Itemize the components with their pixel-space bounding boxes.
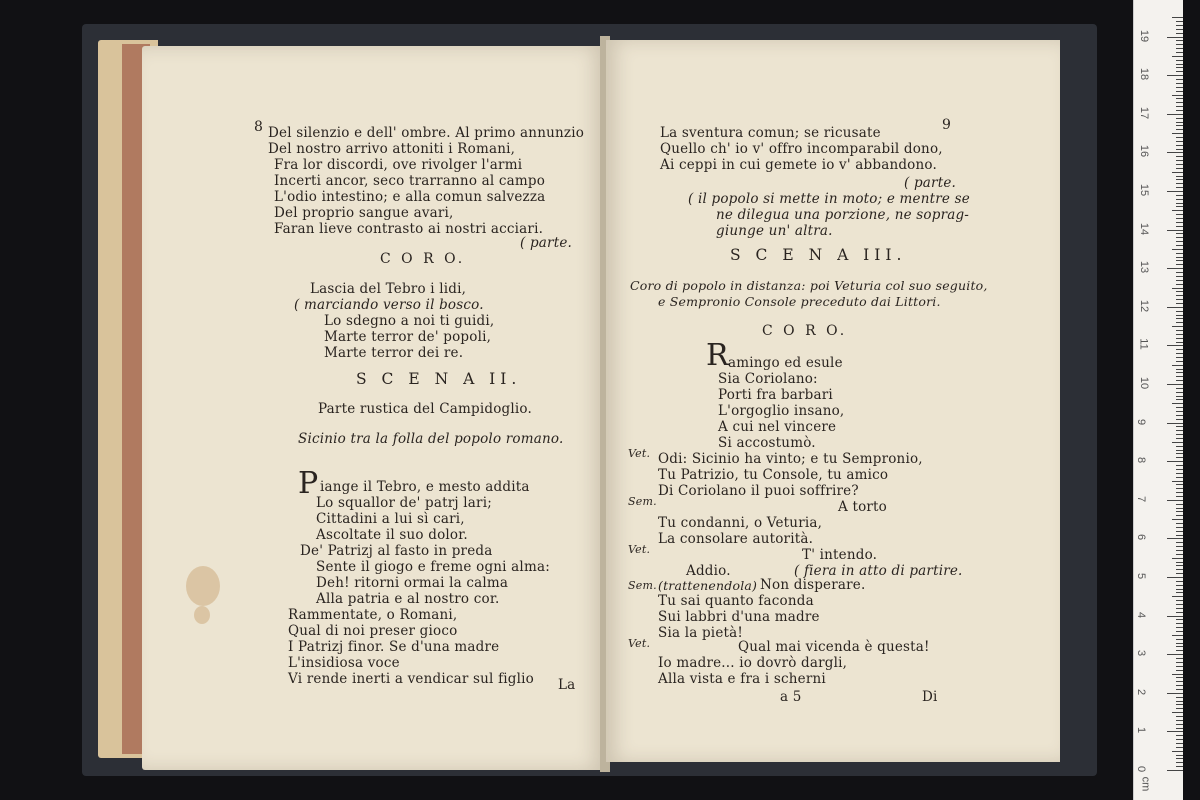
ruler-tick bbox=[1172, 751, 1183, 752]
ruler-tick bbox=[1176, 122, 1183, 123]
ruler-tick bbox=[1176, 245, 1183, 246]
ruler-tick bbox=[1176, 272, 1183, 273]
ruler-tick bbox=[1176, 453, 1183, 454]
stage-direction: e Sempronio Console preceduto dai Littori. bbox=[658, 294, 941, 309]
dialogue-line: Alla vista e fra i scherni bbox=[658, 671, 826, 687]
ruler-tick bbox=[1167, 152, 1183, 153]
ruler-number: 8 bbox=[1135, 457, 1148, 464]
ruler-tick bbox=[1172, 326, 1183, 327]
ruler-tick bbox=[1176, 762, 1183, 763]
ruler-tick bbox=[1176, 407, 1183, 408]
ruler-tick bbox=[1176, 33, 1183, 34]
stage-direction: ( marciando verso il bosco. bbox=[294, 297, 484, 313]
ruler-tick bbox=[1176, 508, 1183, 509]
dialogue-line: Qual mai vicenda è questa! bbox=[738, 639, 930, 655]
ruler-tick bbox=[1176, 465, 1183, 466]
ruler-tick bbox=[1176, 338, 1183, 339]
ruler-tick bbox=[1176, 650, 1183, 651]
ruler-tick bbox=[1176, 662, 1183, 663]
page-number: 9 bbox=[942, 117, 952, 133]
ruler-tick bbox=[1176, 369, 1183, 370]
catchword: La bbox=[558, 677, 576, 693]
verse-line: A cui nel vincere bbox=[718, 419, 837, 435]
ruler-tick bbox=[1176, 87, 1183, 88]
ruler-tick bbox=[1176, 264, 1183, 265]
ruler-tick bbox=[1176, 623, 1183, 624]
ruler-tick bbox=[1176, 237, 1183, 238]
ruler-tick bbox=[1176, 554, 1183, 555]
dialogue-line: Non disperare. bbox=[760, 577, 866, 593]
scena-heading: S C E N A II. bbox=[356, 370, 522, 388]
ruler-tick bbox=[1176, 670, 1183, 671]
ruler-tick bbox=[1167, 461, 1183, 462]
ruler-tick bbox=[1176, 415, 1183, 416]
ruler-tick bbox=[1176, 388, 1183, 389]
ruler-tick bbox=[1176, 430, 1183, 431]
ruler-tick bbox=[1176, 141, 1183, 142]
ruler-tick bbox=[1176, 106, 1183, 107]
ruler-tick bbox=[1176, 484, 1183, 485]
ruler-tick bbox=[1176, 735, 1183, 736]
ruler-number: 16 bbox=[1138, 145, 1151, 158]
ruler-number: 18 bbox=[1138, 68, 1151, 81]
ruler-number: 0 bbox=[1135, 765, 1148, 773]
ruler-tick bbox=[1167, 268, 1183, 269]
ruler-tick bbox=[1172, 558, 1183, 559]
verse-line: La sventura comun; se ricusate bbox=[660, 125, 881, 141]
verse-line: amingo ed esule bbox=[728, 355, 843, 371]
ruler-tick bbox=[1176, 64, 1183, 65]
stage-direction: ne dilegua una porzione, ne soprag- bbox=[716, 207, 970, 223]
ruler-tick bbox=[1176, 253, 1183, 254]
ruler-number: 7 bbox=[1135, 495, 1148, 502]
ruler-number: 13 bbox=[1138, 261, 1151, 274]
ruler-tick bbox=[1176, 488, 1183, 489]
ruler-tick bbox=[1176, 203, 1183, 204]
ruler-tick bbox=[1176, 322, 1183, 323]
verse-line: Del proprio sangue avari, bbox=[274, 205, 454, 221]
ruler-tick bbox=[1176, 477, 1183, 478]
ruler-tick bbox=[1176, 222, 1183, 223]
dialogue-line: T' intendo. bbox=[802, 547, 878, 563]
verse-line: Cittadini a lui sì cari, bbox=[316, 511, 465, 527]
ruler-tick bbox=[1167, 423, 1183, 424]
ruler-tick bbox=[1176, 565, 1183, 566]
dialogue-line: La consolare autorità. bbox=[658, 531, 814, 547]
ruler-tick bbox=[1167, 693, 1183, 694]
ruler-tick bbox=[1176, 168, 1183, 169]
dialogue-line: Addio. bbox=[686, 563, 731, 579]
ruler-tick bbox=[1176, 29, 1183, 30]
verse-line: Fra lor discordi, ove rivolger l'armi bbox=[274, 157, 523, 173]
ruler-tick bbox=[1176, 681, 1183, 682]
ruler-tick bbox=[1176, 608, 1183, 609]
stage-direction: ( fiera in atto di partire. bbox=[794, 563, 963, 579]
ruler-tick bbox=[1167, 191, 1183, 192]
ruler-tick bbox=[1172, 403, 1183, 404]
ruler-tick bbox=[1172, 210, 1183, 211]
ruler-tick bbox=[1167, 731, 1183, 732]
verse-line: I Patrizj finor. Se d'una madre bbox=[288, 639, 500, 655]
ruler-tick bbox=[1176, 40, 1183, 41]
dialogue-line: Io madre... io dovrò dargli, bbox=[658, 655, 848, 671]
ruler-tick bbox=[1176, 766, 1183, 767]
ruler-tick bbox=[1176, 156, 1183, 157]
ruler-tick bbox=[1176, 25, 1183, 26]
verse-line: Sia Coriolano: bbox=[718, 371, 818, 387]
foxing-stain bbox=[186, 566, 220, 606]
ruler-tick bbox=[1176, 592, 1183, 593]
ruler-tick bbox=[1176, 21, 1183, 22]
ruler-tick bbox=[1176, 666, 1183, 667]
verse-line: Porti fra barbari bbox=[718, 387, 833, 403]
ruler-number: 3 bbox=[1135, 650, 1148, 657]
ruler-tick bbox=[1176, 195, 1183, 196]
ruler-tick bbox=[1176, 241, 1183, 242]
ruler-tick bbox=[1176, 531, 1183, 532]
ruler-tick bbox=[1176, 492, 1183, 493]
ruler-tick bbox=[1176, 79, 1183, 80]
ruler-tick bbox=[1176, 701, 1183, 702]
verse-line: Lo squallor de' patrj lari; bbox=[316, 495, 492, 511]
stage-direction: ( il popolo si mette in moto; e mentre se bbox=[688, 191, 970, 207]
ruler-number: 5 bbox=[1135, 572, 1148, 580]
ruler-tick bbox=[1176, 295, 1183, 296]
ruler-tick bbox=[1176, 743, 1183, 744]
ruler-tick bbox=[1176, 419, 1183, 420]
verse-line: Del silenzio e dell' ombre. Al primo annunzio bbox=[268, 125, 585, 141]
ruler-tick bbox=[1172, 172, 1183, 173]
ruler-tick bbox=[1176, 176, 1183, 177]
ruler-tick bbox=[1176, 550, 1183, 551]
signature-mark: a 5 bbox=[780, 689, 802, 705]
ruler-tick bbox=[1176, 276, 1183, 277]
ruler-tick bbox=[1172, 95, 1183, 96]
ruler-tick bbox=[1176, 318, 1183, 319]
ruler-tick bbox=[1176, 353, 1183, 354]
ruler-tick bbox=[1176, 589, 1183, 590]
verse-line: L'orgoglio insano, bbox=[718, 403, 845, 419]
ruler-tick bbox=[1176, 311, 1183, 312]
ruler-number: 2 bbox=[1135, 688, 1148, 695]
ruler-tick bbox=[1176, 299, 1183, 300]
ruler-tick bbox=[1176, 562, 1183, 563]
ruler-number: 17 bbox=[1138, 106, 1151, 119]
ruler-tick bbox=[1176, 118, 1183, 119]
ruler-number: 1 bbox=[1135, 727, 1148, 734]
ruler-tick bbox=[1176, 542, 1183, 543]
ruler-tick bbox=[1176, 71, 1183, 72]
ruler-tick bbox=[1172, 442, 1183, 443]
ruler-tick bbox=[1176, 689, 1183, 690]
ruler-tick bbox=[1176, 685, 1183, 686]
ruler-tick bbox=[1176, 600, 1183, 601]
ruler-tick bbox=[1176, 739, 1183, 740]
stage-direction: (trattenendola) bbox=[658, 578, 758, 593]
stage-direction: Sicinio tra la folla del popolo romano. bbox=[298, 431, 564, 447]
ruler-tick bbox=[1176, 357, 1183, 358]
ruler-tick bbox=[1176, 399, 1183, 400]
ruler-tick bbox=[1167, 384, 1183, 385]
ruler-tick bbox=[1176, 199, 1183, 200]
ruler-tick bbox=[1167, 616, 1183, 617]
verse-line: Qual di noi preser gioco bbox=[288, 623, 458, 639]
ruler-tick bbox=[1176, 226, 1183, 227]
ruler-tick bbox=[1176, 164, 1183, 165]
dialogue-line: Tu Patrizio, tu Console, tu amico bbox=[658, 467, 889, 483]
ruler-number: 14 bbox=[1138, 222, 1151, 235]
ruler-tick bbox=[1176, 569, 1183, 570]
ruler-tick bbox=[1176, 91, 1183, 92]
ruler-tick bbox=[1176, 446, 1183, 447]
ruler-tick bbox=[1176, 52, 1183, 53]
foxing-stain bbox=[194, 606, 210, 624]
ruler-tick bbox=[1176, 573, 1183, 574]
right-page bbox=[606, 40, 1060, 762]
stage-direction: ( parte. bbox=[904, 175, 957, 191]
speaker-label: Vet. bbox=[628, 543, 651, 556]
ruler-tick bbox=[1176, 342, 1183, 343]
stage-direction: ( parte. bbox=[520, 235, 573, 251]
speaker-label: Vet. bbox=[628, 447, 651, 460]
verse-line: L'odio intestino; e alla comun salvezza bbox=[274, 189, 546, 205]
verse-line: Ascoltate il suo dolor. bbox=[316, 527, 468, 543]
ruler-tick bbox=[1176, 125, 1183, 126]
ruler-tick bbox=[1176, 102, 1183, 103]
ruler-tick bbox=[1176, 160, 1183, 161]
ruler-tick bbox=[1176, 704, 1183, 705]
ruler-tick bbox=[1176, 747, 1183, 748]
speaker-label: Sem. bbox=[628, 579, 657, 592]
drop-cap: R bbox=[706, 338, 729, 373]
ruler-tick bbox=[1172, 56, 1183, 57]
ruler-tick bbox=[1172, 674, 1183, 675]
catchword: Di bbox=[922, 689, 938, 705]
page-number: 8 bbox=[254, 119, 264, 135]
left-page bbox=[142, 46, 604, 770]
speaker-label: Sem. bbox=[628, 495, 657, 508]
ruler-tick bbox=[1176, 523, 1183, 524]
verse-line: Faran lieve contrasto ai nostri acciari. bbox=[274, 221, 544, 237]
coro-heading: C O R O. bbox=[762, 323, 848, 339]
ruler-tick bbox=[1176, 396, 1183, 397]
ruler-tick bbox=[1172, 635, 1183, 636]
ruler-tick bbox=[1176, 457, 1183, 458]
ruler-tick bbox=[1176, 697, 1183, 698]
verse-line: Sente il giogo e freme ogni alma: bbox=[316, 559, 550, 575]
ruler-tick bbox=[1176, 149, 1183, 150]
ruler-tick bbox=[1176, 535, 1183, 536]
ruler-tick bbox=[1172, 596, 1183, 597]
ruler-tick bbox=[1167, 500, 1183, 501]
ruler-tick bbox=[1176, 260, 1183, 261]
ruler-tick bbox=[1176, 380, 1183, 381]
ruler-tick bbox=[1176, 284, 1183, 285]
measuring-ruler bbox=[1133, 0, 1183, 800]
dialogue-line: A torto bbox=[838, 499, 887, 515]
ruler-tick bbox=[1167, 577, 1183, 578]
ruler-tick bbox=[1176, 504, 1183, 505]
ruler-tick bbox=[1176, 183, 1183, 184]
ruler-tick bbox=[1172, 288, 1183, 289]
ruler-tick bbox=[1176, 515, 1183, 516]
ruler-number: 10 bbox=[1138, 376, 1151, 390]
ruler-tick bbox=[1176, 257, 1183, 258]
ruler-tick bbox=[1176, 44, 1183, 45]
ruler-number: 11 bbox=[1137, 338, 1150, 351]
coro-heading: C O R O. bbox=[380, 251, 466, 267]
ruler-tick bbox=[1176, 758, 1183, 759]
ruler-tick bbox=[1176, 581, 1183, 582]
ruler-number: 9 bbox=[1135, 418, 1148, 425]
ruler-tick bbox=[1172, 519, 1183, 520]
ruler-tick bbox=[1176, 129, 1183, 130]
ruler-number: 4 bbox=[1135, 611, 1148, 618]
ruler-tick bbox=[1176, 137, 1183, 138]
ruler-tick bbox=[1167, 114, 1183, 115]
ruler-number: 6 bbox=[1135, 534, 1148, 541]
ruler-tick bbox=[1176, 334, 1183, 335]
ruler-tick bbox=[1172, 365, 1183, 366]
ruler-tick bbox=[1176, 361, 1183, 362]
verse-line: Quello ch' io v' offro incomparabil dono, bbox=[660, 141, 943, 157]
dialogue-line: Di Coriolano il puoi soffrire? bbox=[658, 483, 859, 499]
ruler-tick bbox=[1176, 755, 1183, 756]
ruler-tick bbox=[1167, 538, 1183, 539]
ruler-tick bbox=[1167, 75, 1183, 76]
ruler-tick bbox=[1176, 179, 1183, 180]
ruler-tick bbox=[1176, 469, 1183, 470]
verse-line: Marte terror de' popoli, bbox=[324, 329, 492, 345]
ruler-tick bbox=[1176, 315, 1183, 316]
ruler-tick bbox=[1176, 349, 1183, 350]
ruler-tick bbox=[1176, 450, 1183, 451]
ruler-number: 12 bbox=[1138, 299, 1151, 312]
ruler-tick bbox=[1176, 411, 1183, 412]
ruler-tick bbox=[1176, 585, 1183, 586]
dialogue-line: Sui labbri d'una madre bbox=[658, 609, 820, 625]
ruler-tick bbox=[1176, 627, 1183, 628]
verse-line: Lo sdegno a noi ti guidi, bbox=[324, 313, 495, 329]
ruler-tick bbox=[1176, 187, 1183, 188]
ruler-number: 19 bbox=[1138, 29, 1151, 42]
ruler-tick bbox=[1176, 639, 1183, 640]
scena-heading: S C E N A III. bbox=[730, 246, 907, 264]
ruler-tick bbox=[1172, 249, 1183, 250]
ruler-tick bbox=[1172, 17, 1183, 18]
ruler-tick bbox=[1172, 481, 1183, 482]
ruler-tick bbox=[1176, 716, 1183, 717]
ruler-tick bbox=[1176, 206, 1183, 207]
ruler-tick bbox=[1176, 83, 1183, 84]
ruler-tick bbox=[1167, 654, 1183, 655]
verse-line: Del nostro arrivo attoniti i Romani, bbox=[268, 141, 516, 157]
ruler-tick bbox=[1176, 214, 1183, 215]
ruler-tick bbox=[1176, 546, 1183, 547]
ruler-tick bbox=[1176, 473, 1183, 474]
ruler-tick bbox=[1172, 712, 1183, 713]
verse-line: Si accostumò. bbox=[718, 435, 816, 451]
ruler-tick bbox=[1176, 372, 1183, 373]
verse-line: Alla patria e al nostro cor. bbox=[316, 591, 500, 607]
ruler-tick bbox=[1176, 724, 1183, 725]
ruler-tick bbox=[1176, 708, 1183, 709]
dialogue-line: Odi: Sicinio ha vinto; e tu Sempronio, bbox=[658, 451, 923, 467]
ruler-tick bbox=[1176, 233, 1183, 234]
ruler-tick bbox=[1167, 345, 1183, 346]
verse-line: Rammentate, o Romani, bbox=[288, 607, 458, 623]
ruler-tick bbox=[1176, 720, 1183, 721]
dialogue-line: Tu condanni, o Veturia, bbox=[658, 515, 823, 531]
verse-line: L'insidiosa voce bbox=[288, 655, 400, 671]
ruler-tick bbox=[1176, 527, 1183, 528]
ruler-tick bbox=[1176, 376, 1183, 377]
verse-line: Marte terror dei re. bbox=[324, 345, 464, 361]
speaker-label: Vet. bbox=[628, 637, 651, 650]
ruler-tick bbox=[1176, 677, 1183, 678]
ruler-tick bbox=[1176, 110, 1183, 111]
ruler-tick bbox=[1176, 631, 1183, 632]
ruler-tick bbox=[1176, 145, 1183, 146]
ruler-tick bbox=[1176, 280, 1183, 281]
ruler-tick bbox=[1176, 619, 1183, 620]
ruler-tick bbox=[1176, 67, 1183, 68]
verse-line: Vi rende inerti a vendicar sul figlio bbox=[288, 671, 534, 687]
verse-line: Ai ceppi in cui gemete io v' abbandono. bbox=[660, 157, 937, 173]
verse-line: Lascia del Tebro i lidi, bbox=[310, 281, 467, 297]
ruler-unit: cm bbox=[1139, 776, 1152, 792]
ruler-tick bbox=[1176, 496, 1183, 497]
stage-direction: Coro di popolo in distanza: poi Veturia col suo seguito, bbox=[630, 278, 988, 293]
ruler-tick bbox=[1167, 230, 1183, 231]
ruler-tick bbox=[1176, 604, 1183, 605]
ruler-tick bbox=[1176, 646, 1183, 647]
ruler-tick bbox=[1176, 438, 1183, 439]
ruler-tick bbox=[1176, 728, 1183, 729]
ruler-tick bbox=[1172, 133, 1183, 134]
ruler-tick bbox=[1176, 291, 1183, 292]
ruler-tick bbox=[1176, 218, 1183, 219]
ruler-tick bbox=[1167, 37, 1183, 38]
dialogue-line: Sia la pietà! bbox=[658, 625, 744, 641]
verse-line: Deh! ritorni ormai la calma bbox=[316, 575, 509, 591]
ruler-tick bbox=[1176, 511, 1183, 512]
ruler-tick bbox=[1167, 770, 1183, 771]
scene-setting: Parte rustica del Campidoglio. bbox=[318, 401, 533, 417]
stage-direction: giunge un' altra. bbox=[716, 223, 833, 239]
ruler-tick bbox=[1176, 434, 1183, 435]
drop-cap: P bbox=[298, 466, 319, 501]
ruler-tick bbox=[1176, 48, 1183, 49]
verse-line: iange il Tebro, e mesto addita bbox=[320, 479, 530, 495]
ruler-tick bbox=[1176, 330, 1183, 331]
verse-line: De' Patrizj al fasto in preda bbox=[300, 543, 493, 559]
ruler-tick bbox=[1176, 392, 1183, 393]
ruler-tick bbox=[1176, 643, 1183, 644]
ruler-tick bbox=[1176, 426, 1183, 427]
dialogue-line: Tu sai quanto faconda bbox=[658, 593, 814, 609]
verse-line: Incerti ancor, seco trarranno al campo bbox=[274, 173, 546, 189]
ruler-tick bbox=[1176, 303, 1183, 304]
ruler-tick bbox=[1167, 307, 1183, 308]
ruler-number: 15 bbox=[1138, 183, 1151, 197]
ruler-tick bbox=[1176, 612, 1183, 613]
ruler-tick bbox=[1176, 658, 1183, 659]
ruler-tick bbox=[1176, 60, 1183, 61]
ruler-tick bbox=[1176, 98, 1183, 99]
